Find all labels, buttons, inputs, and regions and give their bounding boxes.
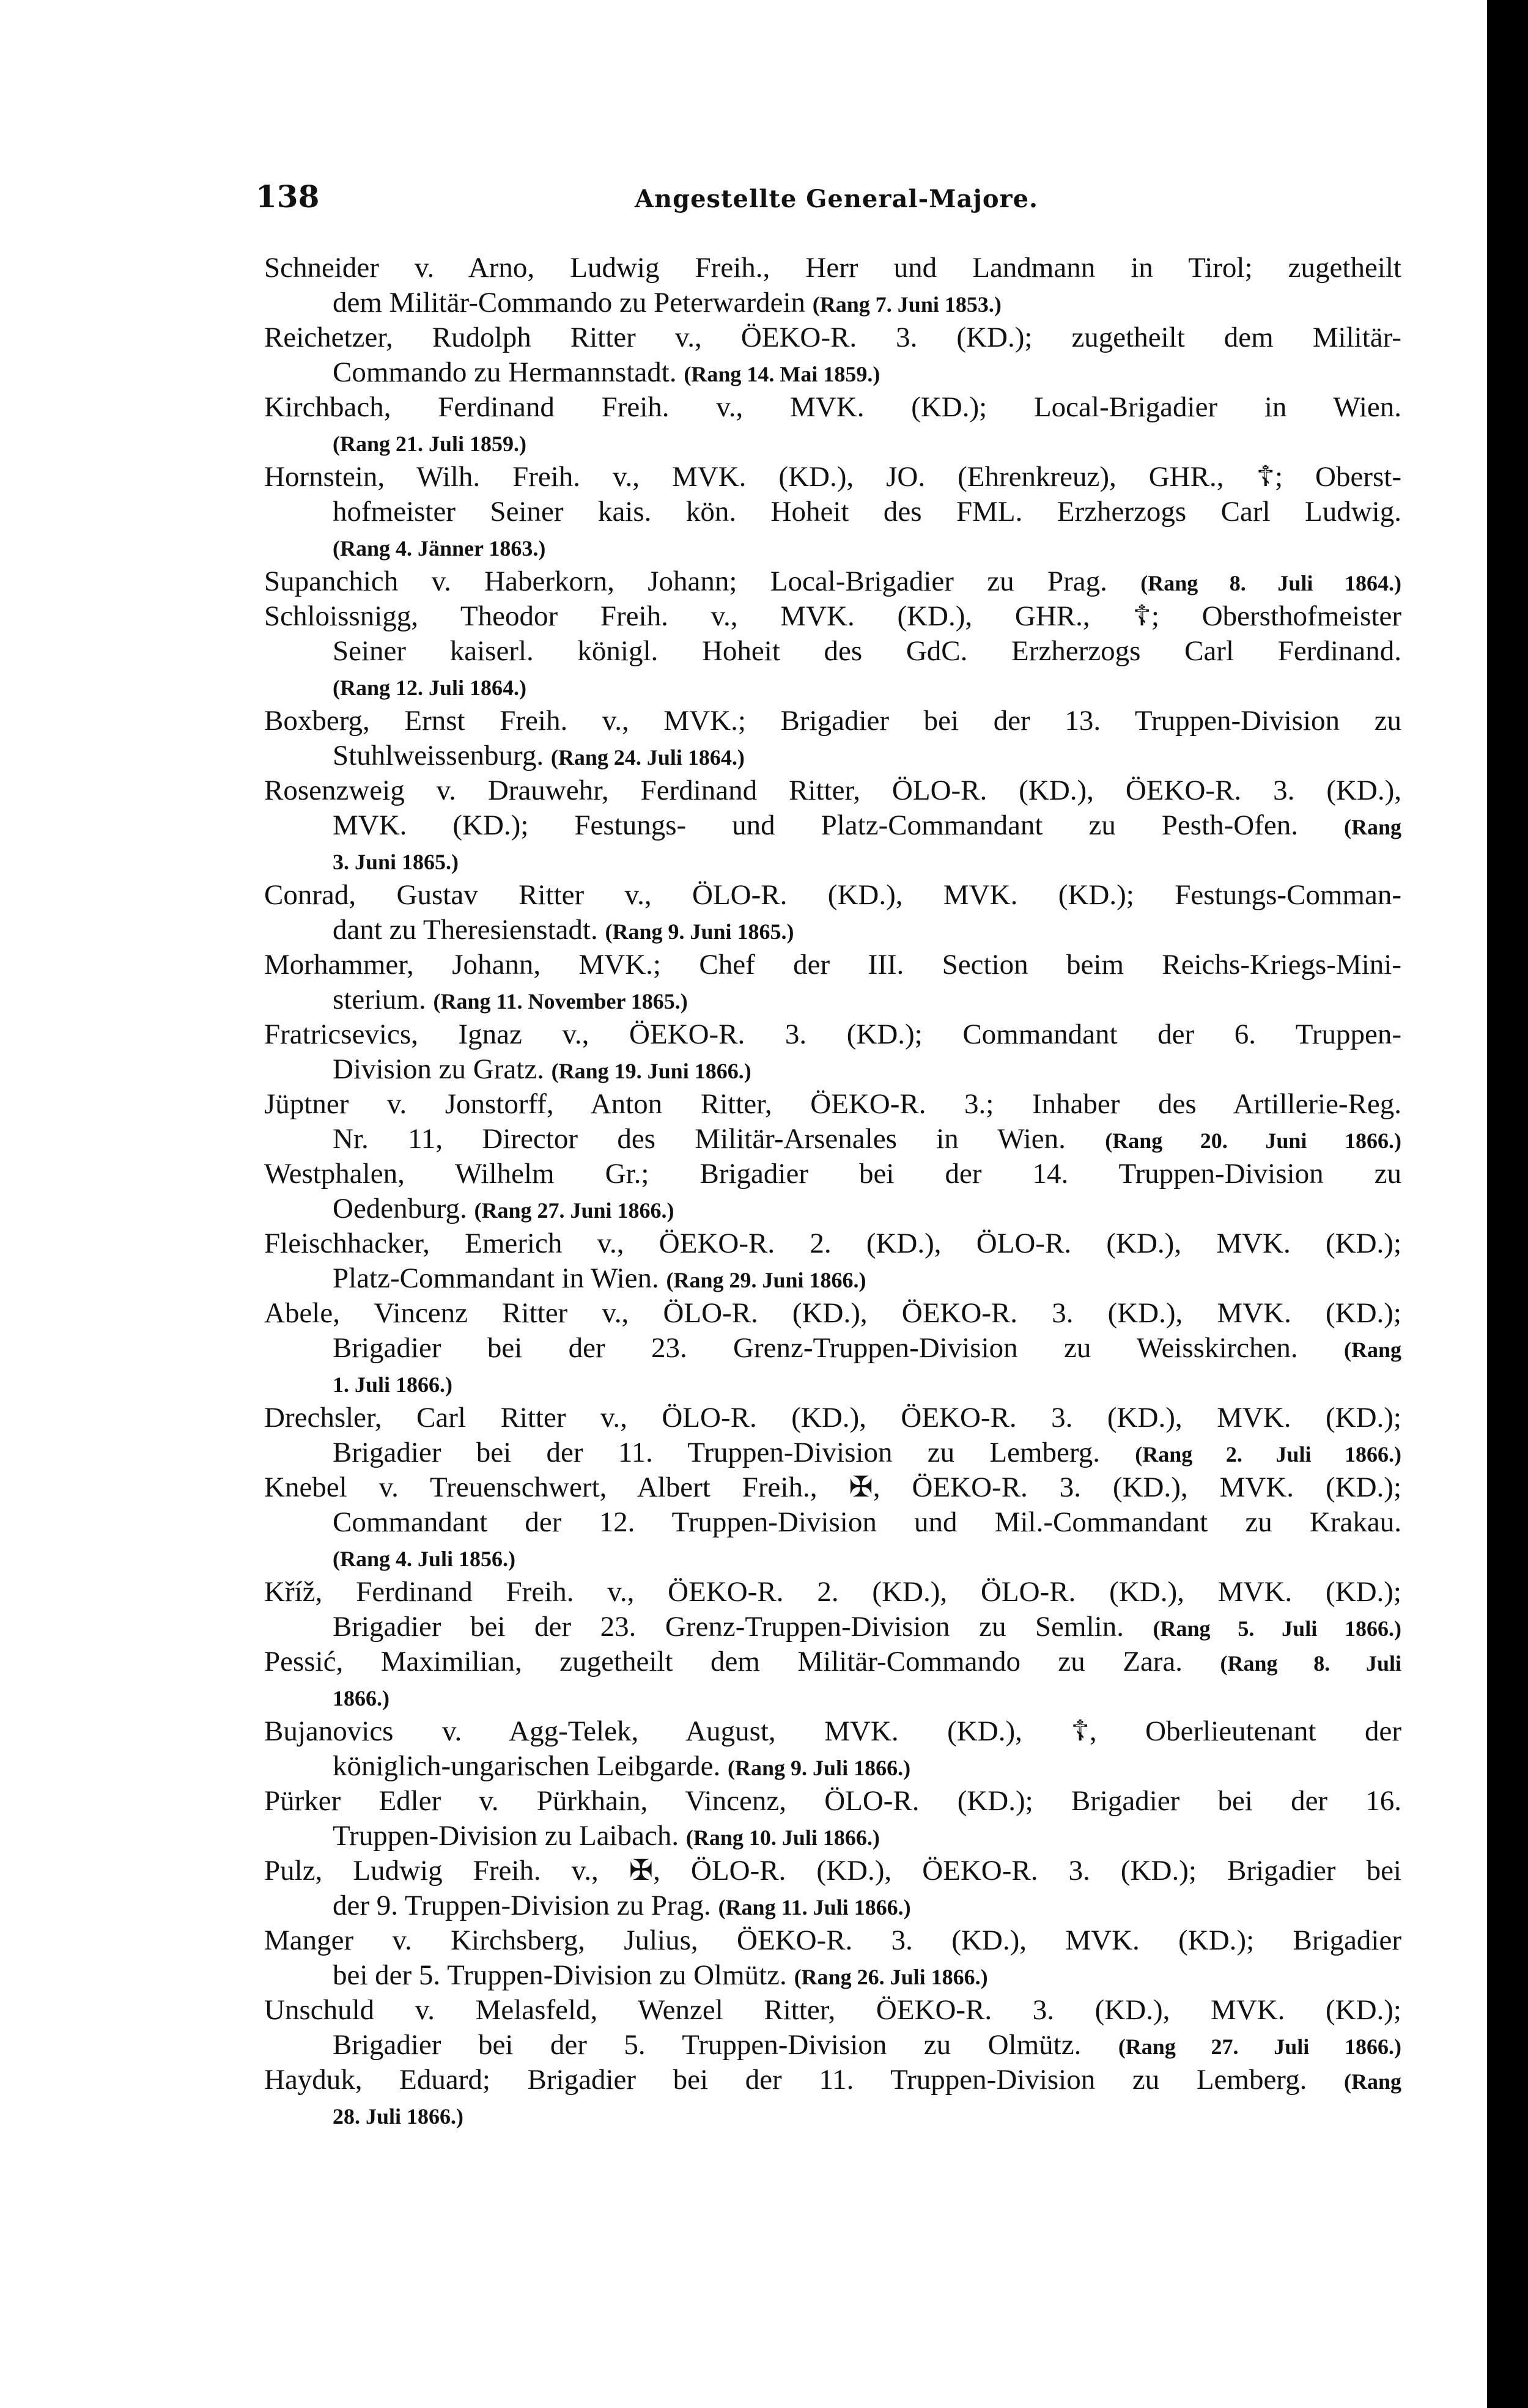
rank-date: (Rang — [1344, 1338, 1401, 1362]
entry-text: Seiner kaiserl. königl. Hoheit des GdC. Erzherzogs Carl Ferdinand. — [333, 635, 1401, 667]
entry-text: Pessić, Maximilian, zugetheilt dem Militär-Commando zu Zara. — [264, 1646, 1183, 1677]
officer-entry — [264, 320, 1401, 390]
officer-entry — [264, 1575, 1401, 1644]
rank-date: (Rang 8. Juli 1864.) — [1140, 571, 1401, 595]
officer-entry — [264, 948, 1401, 1017]
officer-entry — [264, 1644, 1401, 1714]
entry-line — [264, 285, 1401, 320]
entry-text: Fratricsevics, Ignaz v., ÖEKO-R. 3. (KD.); Commandant der 6. Truppen- — [264, 1018, 1401, 1050]
rank-date: (Rang 9. Juli 1866.) — [728, 1756, 911, 1780]
entry-line — [264, 2063, 1401, 2097]
entry-text: Division zu Gratz. — [333, 1053, 544, 1085]
entry-text: Conrad, Gustav Ritter v., ÖLO-R. (KD.), MVK. (KD.); Festungs-Comman- — [264, 879, 1401, 911]
entry-line — [264, 1993, 1401, 2028]
entry-line — [264, 1470, 1401, 1505]
entry-line — [264, 1087, 1401, 1122]
rank-date: (Rang 24. Juli 1864.) — [550, 745, 745, 770]
rank-date: (Rang 29. Juni 1866.) — [666, 1268, 866, 1292]
entry-text: Knebel v. Treuenschwert, Albert Freih., ✠, ÖEKO-R. 3. (KD.), MVK. (KD.); — [264, 1471, 1401, 1503]
entry-text: Boxberg, Ernst Freih. v., MVK.; Brigadier bei der 13. Truppen-Division zu — [264, 705, 1401, 737]
entry-text: Abele, Vincenz Ritter v., ÖLO-R. (KD.), ÖEKO-R. 3. (KD.), MVK. (KD.); — [264, 1297, 1401, 1329]
rank-date: (Rang 7. Juni 1853.) — [812, 292, 1002, 317]
officer-entry — [264, 1993, 1401, 2063]
rank-date: (Rang 4. Juli 1856.) — [333, 1547, 516, 1571]
entry-line — [264, 460, 1401, 495]
entry-line — [264, 599, 1401, 634]
officer-entry — [264, 1923, 1401, 1993]
rank-date: (Rang 27. Juni 1866.) — [474, 1198, 674, 1223]
entry-text: Drechsler, Carl Ritter v., ÖLO-R. (KD.), ÖEKO-R. 3. (KD.), MVK. (KD.); — [264, 1402, 1401, 1434]
entry-text: Rosenzweig v. Drauwehr, Ferdinand Ritter, ÖLO-R. (KD.), ÖEKO-R. 3. (KD.), — [264, 775, 1401, 806]
entry-line — [264, 564, 1401, 599]
officer-entry — [264, 251, 1401, 320]
rank-date: (Rang 9. Juni 1865.) — [605, 919, 794, 944]
entry-text: Fleischhacker, Emerich v., ÖEKO-R. 2. (KD.), ÖLO-R. (KD.), MVK. (KD.); — [264, 1228, 1401, 1259]
entry-line — [264, 1854, 1401, 1888]
entry-line — [264, 1749, 1401, 1784]
entry-line — [264, 1644, 1401, 1679]
entry-text: der 9. Truppen-Division zu Prag. — [333, 1890, 711, 1921]
entry-text: dant zu Theresienstadt. — [333, 914, 598, 946]
entry-line — [264, 355, 1401, 390]
page-header — [256, 179, 1417, 221]
entry-line — [264, 1157, 1401, 1191]
rank-date: (Rang 11. Juli 1866.) — [718, 1895, 911, 1920]
entry-text: Pulz, Ludwig Freih. v., ✠, ÖLO-R. (KD.), ÖEKO-R. 3. (KD.); Brigadier bei — [264, 1855, 1401, 1887]
entry-text: Hayduk, Eduard; Brigadier bei der 11. Truppen-Division zu Lemberg. — [264, 2064, 1307, 2096]
rank-date: (Rang 11. November 1865.) — [433, 989, 688, 1014]
entry-text: Stuhlweissenburg. — [333, 740, 544, 771]
entry-text: Bujanovics v. Agg-Telek, August, MVK. (KD.), ☦, Oberlieutenant der — [264, 1715, 1401, 1747]
entry-text: Platz-Commandant in Wien. — [333, 1262, 659, 1294]
entry-text: dem Militär-Commando zu Peterwardein — [333, 287, 806, 318]
entry-text: Oedenburg. — [333, 1193, 467, 1224]
entry-text: Supanchich v. Haberkorn, Johann; Local-Brigadier zu Prag. — [264, 565, 1107, 597]
officer-entry — [264, 2063, 1401, 2132]
entry-line — [264, 738, 1401, 773]
rank-date: (Rang — [1343, 2069, 1401, 2094]
running-title: Angestellte General-Majore. — [635, 185, 1038, 213]
officer-entry — [264, 599, 1401, 704]
officer-list — [264, 251, 1401, 2132]
entry-text: Morhammer, Johann, MVK.; Chef der III. Section beim Reichs-Kriegs-Mini- — [264, 949, 1401, 981]
entry-text: Reichetzer, Rudolph Ritter v., ÖEKO-R. 3. (KD.); zugetheilt dem Militär- — [264, 322, 1401, 353]
officer-entry — [264, 1087, 1401, 1157]
entry-text: bei der 5. Truppen-Division zu Olmütz. — [333, 1959, 787, 1991]
entry-text: Unschuld v. Melasfeld, Wenzel Ritter, ÖEKO-R. 3. (KD.), MVK. (KD.); — [264, 1994, 1401, 2026]
entry-line — [264, 669, 1401, 704]
rank-date: (Rang 4. Jänner 1863.) — [333, 536, 546, 561]
entry-line — [264, 2028, 1401, 2063]
officer-entry — [264, 1714, 1401, 1784]
officer-entry — [264, 1401, 1401, 1470]
officer-entry — [264, 704, 1401, 773]
officer-entry — [264, 1296, 1401, 1401]
rank-date: (Rang 14. Mai 1859.) — [684, 362, 880, 386]
officer-entry — [264, 390, 1401, 460]
entry-line — [264, 495, 1401, 529]
entry-line — [264, 948, 1401, 982]
rank-date: (Rang 20. Juni 1866.) — [1105, 1129, 1401, 1153]
entry-text: Schloissnigg, Theodor Freih. v., MVK. (KD.), GHR., ☦; Obersthofmeister — [264, 600, 1401, 632]
entry-text: sterium. — [333, 984, 426, 1015]
entry-text: Brigadier bei der 5. Truppen-Division zu Olmütz. — [333, 2029, 1082, 2061]
entry-text: Kříž, Ferdinand Freih. v., ÖEKO-R. 2. (KD.), ÖLO-R. (KD.), MVK. (KD.); — [264, 1576, 1401, 1608]
entry-line — [264, 1888, 1401, 1923]
entry-line — [264, 704, 1401, 738]
officer-entry — [264, 1784, 1401, 1854]
entry-text: MVK. (KD.); Festungs- und Platz-Commandant zu Pesth-Ofen. — [333, 809, 1298, 841]
entry-text: Commandant der 12. Truppen-Division und Mil.-Commandant zu Krakau. — [333, 1506, 1401, 1538]
officer-entry — [264, 1226, 1401, 1296]
entry-line — [264, 529, 1401, 564]
entry-line — [264, 1052, 1401, 1087]
rank-date: (Rang 21. Juli 1859.) — [333, 432, 527, 456]
entry-text: Kirchbach, Ferdinand Freih. v., MVK. (KD.); Local-Brigadier in Wien. — [264, 391, 1401, 423]
entry-text: Jüptner v. Jonstorff, Anton Ritter, ÖEKO-R. 3.; Inhaber des Artillerie-Reg. — [264, 1088, 1401, 1120]
entry-line — [264, 1714, 1401, 1749]
entry-line — [264, 1226, 1401, 1261]
entry-line — [264, 1958, 1401, 1993]
officer-entry — [264, 460, 1401, 564]
entry-line — [264, 1505, 1401, 1540]
rank-date: 1. Juli 1866.) — [333, 1372, 453, 1397]
entry-line — [264, 878, 1401, 913]
officer-entry — [264, 1470, 1401, 1575]
entry-text: Manger v. Kirchsberg, Julius, ÖEKO-R. 3. (KD.), MVK. (KD.); Brigadier — [264, 1924, 1401, 1956]
entry-line — [264, 390, 1401, 425]
officer-entry — [264, 878, 1401, 948]
entry-line — [264, 1575, 1401, 1610]
entry-text: königlich-ungarischen Leibgarde. — [333, 1750, 721, 1782]
entry-line — [264, 1923, 1401, 1958]
entry-text: Pürker Edler v. Pürkhain, Vincenz, ÖLO-R. (KD.); Brigadier bei der 16. — [264, 1785, 1401, 1817]
entry-text: Truppen-Division zu Laibach. — [333, 1820, 679, 1852]
entry-text: Brigadier bei der 23. Grenz-Truppen-Division zu Semlin. — [333, 1611, 1124, 1643]
rank-date: (Rang 2. Juli 1866.) — [1135, 1442, 1401, 1467]
entry-line — [264, 2097, 1401, 2132]
entry-line — [264, 1819, 1401, 1854]
rank-date: (Rang 19. Juni 1866.) — [551, 1059, 751, 1083]
entry-text: Brigadier bei der 23. Grenz-Truppen-Division zu Weisskirchen. — [333, 1332, 1298, 1364]
rank-date: (Rang 10. Juli 1866.) — [685, 1825, 880, 1850]
entry-line — [264, 913, 1401, 948]
entry-text: Nr. 11, Director des Militär-Arsenales in Wien. — [333, 1123, 1066, 1155]
officer-entry — [264, 1017, 1401, 1087]
entry-line — [264, 1435, 1401, 1470]
officer-entry — [264, 1854, 1401, 1923]
entry-text: Westphalen, Wilhelm Gr.; Brigadier bei der 14. Truppen-Division zu — [264, 1158, 1401, 1190]
page-number: 138 — [256, 179, 320, 215]
entry-text: Brigadier bei der 11. Truppen-Division zu Lemberg. — [333, 1437, 1100, 1468]
entry-line — [264, 1610, 1401, 1644]
entry-line — [264, 1401, 1401, 1435]
rank-date: (Rang 8. Juli — [1220, 1651, 1401, 1676]
rank-date: (Rang 5. Juli 1866.) — [1153, 1616, 1401, 1641]
entry-line — [264, 425, 1401, 460]
rank-date: (Rang 12. Juli 1864.) — [333, 676, 527, 700]
entry-line — [264, 320, 1401, 355]
entry-line — [264, 1540, 1401, 1575]
entry-text: Hornstein, Wilh. Freih. v., MVK. (KD.), JO. (Ehrenkreuz), GHR., ☦; Oberst- — [264, 461, 1401, 493]
entry-line — [264, 251, 1401, 285]
entry-line — [264, 982, 1401, 1017]
officer-entry — [264, 773, 1401, 878]
entry-line — [264, 1017, 1401, 1052]
officer-entry — [264, 1157, 1401, 1226]
entry-line — [264, 1331, 1401, 1366]
rank-date: 3. Juni 1865.) — [333, 850, 459, 874]
rank-date: 28. Juli 1866.) — [333, 2104, 464, 2129]
entry-line — [264, 808, 1401, 843]
entry-line — [264, 1679, 1401, 1714]
entry-line — [264, 773, 1401, 808]
entry-text: hofmeister Seiner kais. kön. Hoheit des FML. Erzherzogs Carl Ludwig. — [333, 496, 1401, 528]
rank-date: 1866.) — [333, 1686, 389, 1710]
entry-text: Schneider v. Arno, Ludwig Freih., Herr und Landmann in Tirol; zugetheilt — [264, 252, 1401, 284]
entry-line — [264, 1122, 1401, 1157]
entry-line — [264, 1784, 1401, 1819]
entry-line — [264, 1261, 1401, 1296]
entry-line — [264, 843, 1401, 878]
entry-line — [264, 634, 1401, 669]
entry-text: Commando zu Hermannstadt. — [333, 356, 677, 388]
entry-line — [264, 1366, 1401, 1401]
entry-line — [264, 1191, 1401, 1226]
officer-entry — [264, 564, 1401, 599]
rank-date: (Rang 27. Juli 1866.) — [1118, 2034, 1401, 2059]
rank-date: (Rang 26. Juli 1866.) — [794, 1965, 988, 1989]
entry-line — [264, 1296, 1401, 1331]
rank-date: (Rang — [1343, 815, 1401, 839]
